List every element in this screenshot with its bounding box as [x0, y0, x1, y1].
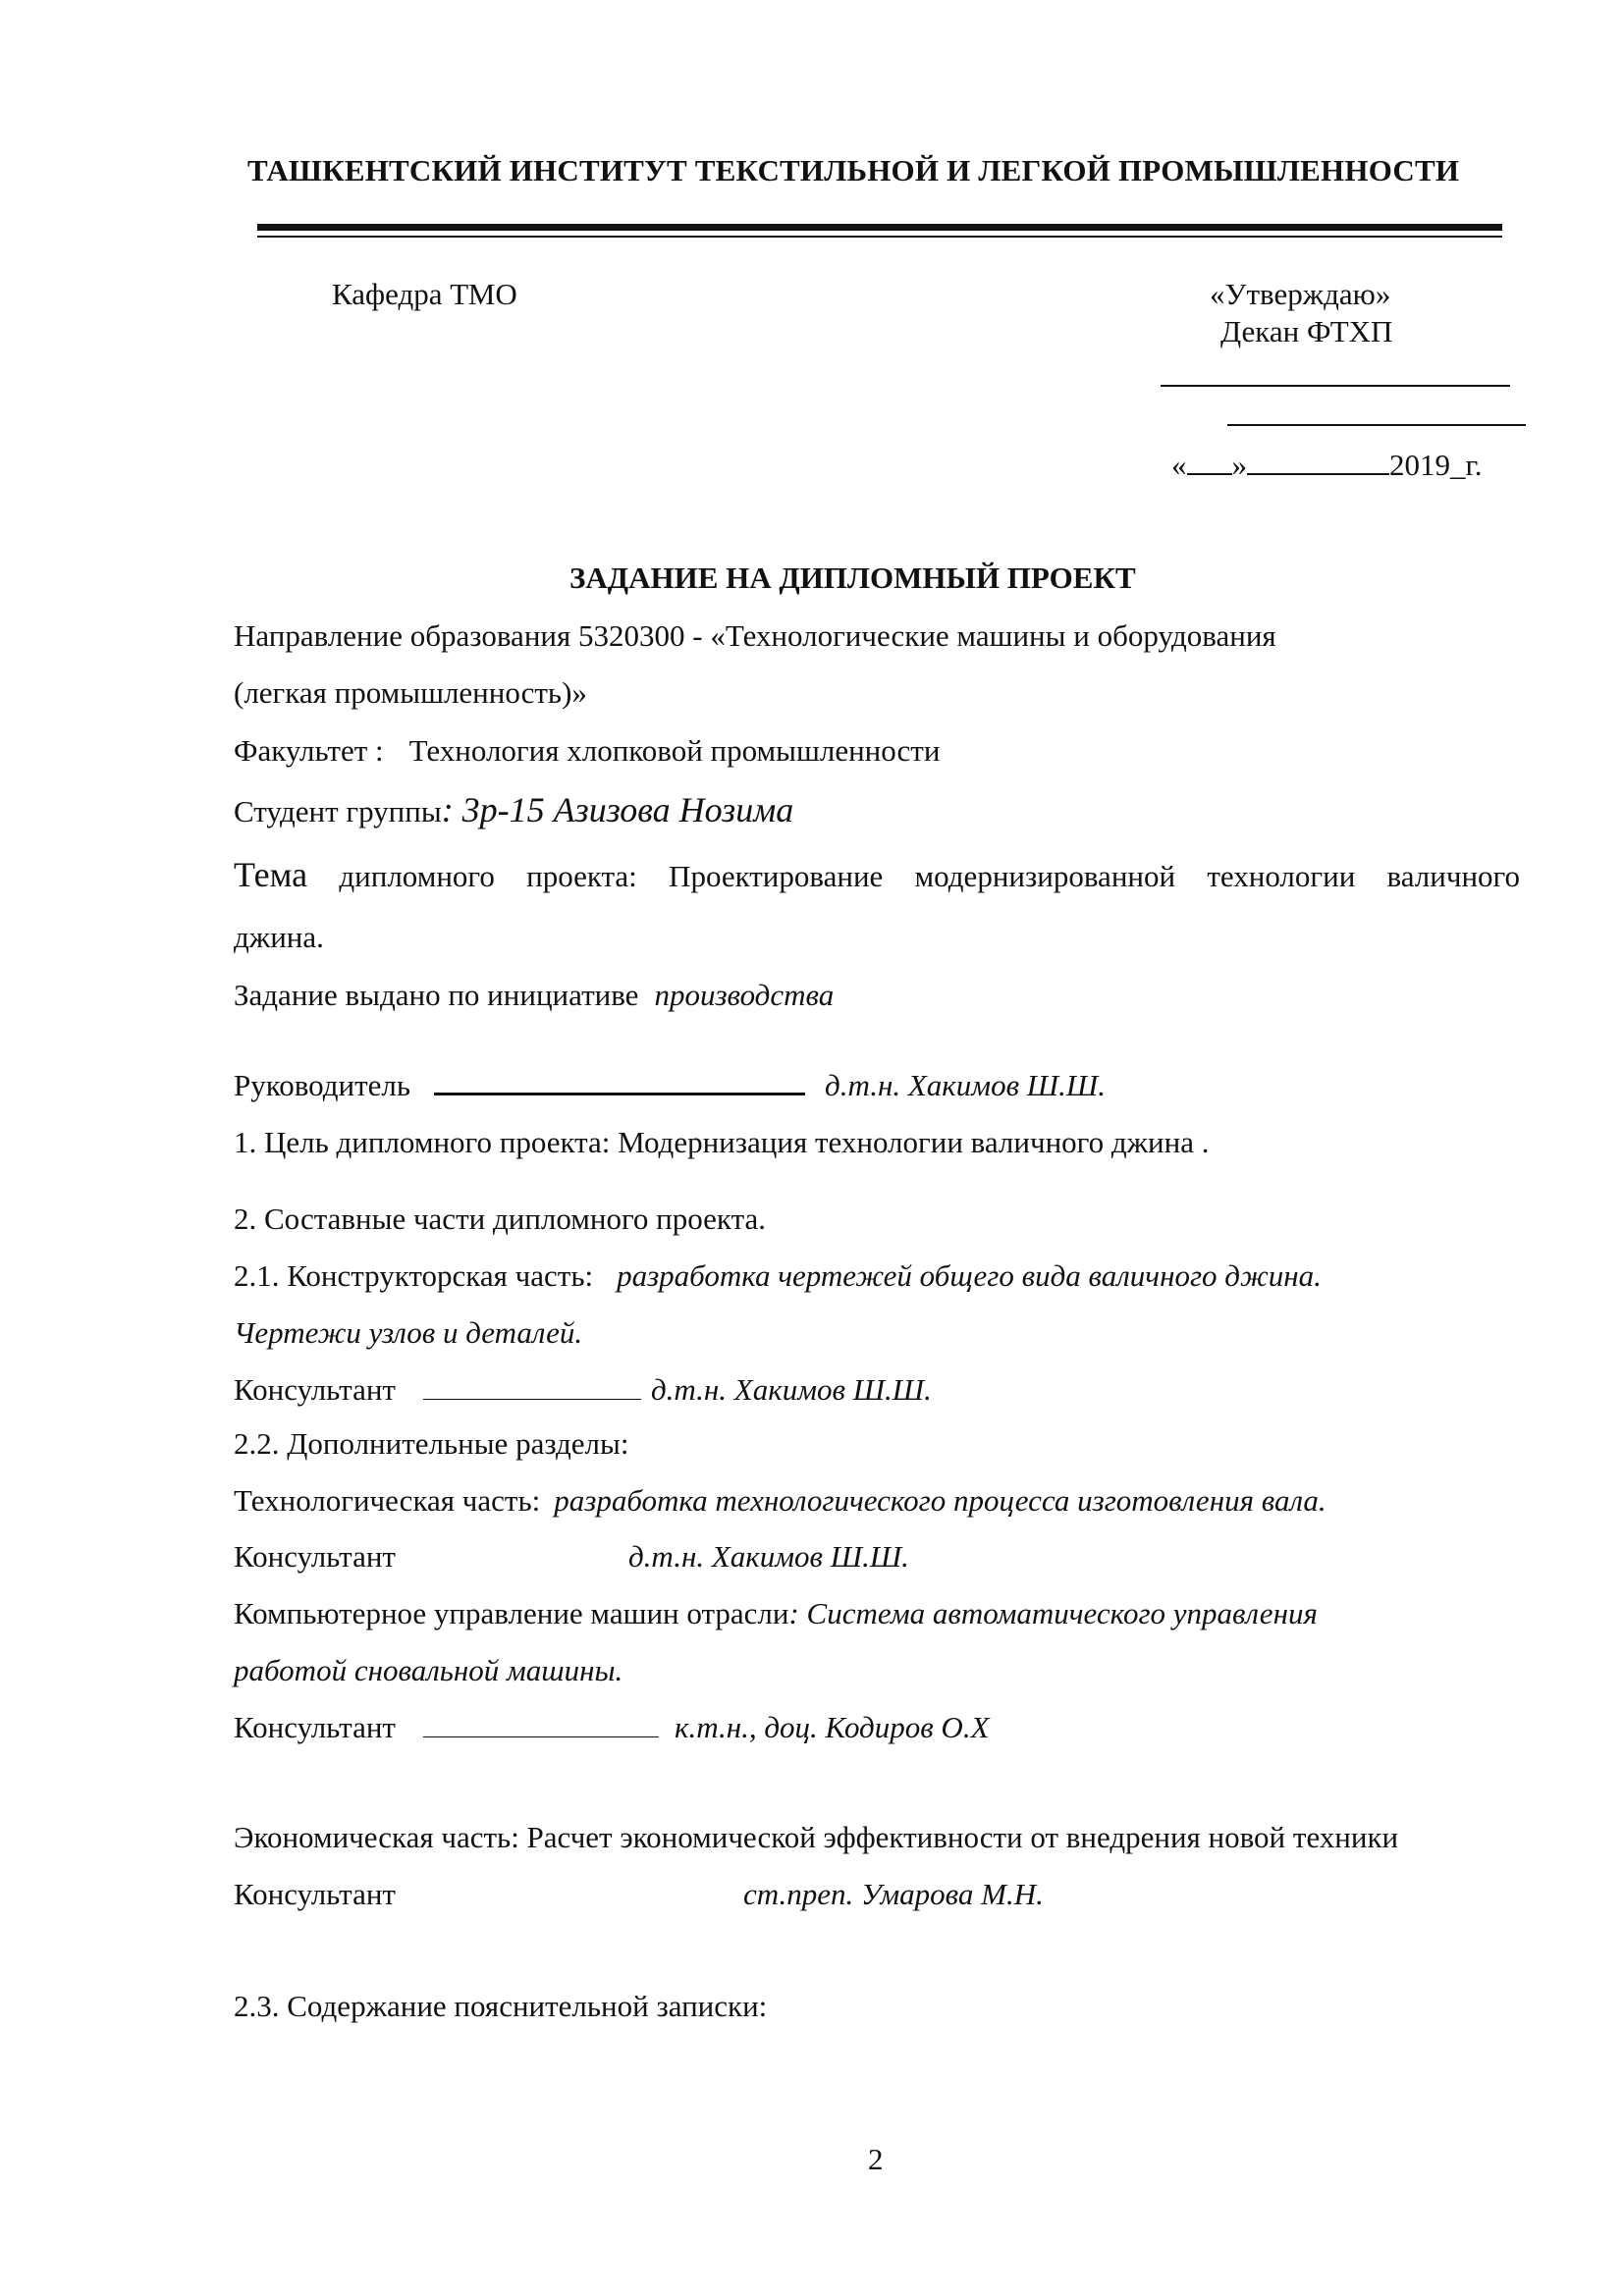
student-row — [234, 791, 793, 830]
approval-date — [1171, 447, 1482, 484]
consultant-label-1: Консультант — [234, 1372, 396, 1407]
faculty-value: Технология хлопковой промышленности — [408, 733, 941, 768]
topic-line-1 — [234, 856, 1520, 895]
consultant-label-4: Консультант — [234, 1877, 396, 1911]
signature-line-2 — [1227, 424, 1526, 426]
comp-value-1: : Система автоматического управления — [788, 1596, 1318, 1630]
supervisor-name: д.т.н. Хакимов Ш.Ш. — [825, 1068, 1106, 1102]
header-thick-rule — [257, 224, 1502, 231]
institute-title: ТАШКЕНТСКИЙ ИНСТИТУТ ТЕКСТИЛЬНОЙ И ЛЕГКОЙ ПРОМЫШЛЕННОСТИ — [247, 153, 1460, 187]
consultant-4-name: ст.преп. Умарова М.Н. — [743, 1877, 1044, 1911]
approve-label: «Утверждаю» — [1210, 277, 1391, 311]
consultant-label-2: Консультант — [234, 1539, 396, 1574]
topic-text: дипломного проекта: Проектирование модернизированной технологии валичного — [307, 859, 1520, 893]
parts-heading: 2. Составные части дипломного проекта. — [234, 1201, 767, 1236]
supervisor-label: Руководитель — [234, 1068, 411, 1102]
faculty-row — [234, 732, 940, 770]
dean-label: Декан ФТХП — [1220, 314, 1393, 348]
supervisor-row — [234, 1067, 1106, 1104]
initiative-row — [234, 977, 834, 1014]
consultant-1-signature-line — [423, 1373, 641, 1400]
comp-value-2: работой сновальной машины. — [234, 1653, 623, 1687]
consultant-2-name: д.т.н. Хакимов Ш.Ш. — [628, 1539, 909, 1574]
consultant-row-1 — [234, 1371, 932, 1409]
comp-row-1 — [234, 1595, 1318, 1632]
student-label: Студент группы — [234, 794, 442, 828]
topic-label: Тема — [234, 855, 308, 894]
consultant-row-2 — [234, 1538, 396, 1575]
date-day-blank — [1187, 448, 1232, 475]
topic-line-2: джина. — [234, 920, 324, 954]
supervisor-signature-line — [434, 1067, 805, 1095]
construct-value-2: Чертежи узлов и деталей. — [234, 1315, 583, 1350]
date-quote-close: » — [1231, 448, 1247, 482]
tech-label: Технологическая часть: — [234, 1483, 541, 1518]
construct-value-1: разработка чертежей общего вида валичного джина. — [617, 1258, 1322, 1293]
date-year: 2019_г. — [1389, 448, 1483, 482]
header-thin-rule — [257, 236, 1502, 238]
goal-line: 1. Цель дипломного проекта: Модернизация технологии валичного джина . — [234, 1125, 1210, 1159]
student-value: : 3р-15 Азизова Нозима — [441, 790, 794, 829]
consultant-row-3 — [234, 1709, 990, 1746]
initiative-value: производства — [654, 978, 835, 1012]
additional-heading: 2.2. Дополнительные разделы: — [234, 1426, 629, 1461]
consultant-3-signature-line — [423, 1711, 659, 1737]
construct-row — [234, 1257, 1322, 1295]
date-quote-open: « — [1171, 448, 1187, 482]
consultant-3-name: к.т.н., доц. Кодиров О.Х — [674, 1710, 990, 1744]
tech-row — [234, 1482, 1326, 1520]
econ-line: Экономическая часть: Расчет экономической эффективности от внедрения новой техники — [234, 1820, 1399, 1854]
tech-value: разработка технологического процесса изготовления вала. — [554, 1483, 1326, 1518]
initiative-label: Задание выдано по инициативе — [234, 978, 639, 1012]
page-number: 2 — [868, 2142, 884, 2176]
consultant-label-3: Консультант — [234, 1710, 396, 1744]
signature-line-1 — [1161, 385, 1510, 387]
department-label: Кафедра ТМО — [332, 277, 517, 311]
consultant-row-4 — [234, 1876, 396, 1913]
comp-label: Компьютерное управление машин отрасли — [234, 1596, 789, 1630]
content-heading: 2.3. Содержание пояснительной записки: — [234, 1989, 768, 2023]
document-title: ЗАДАНИЕ НА ДИПЛОМНЫЙ ПРОЕКТ — [569, 561, 1136, 595]
faculty-label: Факультет : — [234, 733, 384, 768]
direction-line-2: (легкая промышленность)» — [234, 675, 587, 710]
construct-label: 2.1. Конструкторская часть: — [234, 1258, 594, 1293]
date-month-blank — [1247, 448, 1389, 475]
consultant-1-name: д.т.н. Хакимов Ш.Ш. — [650, 1372, 932, 1407]
direction-line-1: Направление образования 5320300 - «Технологические машины и оборудования — [234, 618, 1276, 653]
